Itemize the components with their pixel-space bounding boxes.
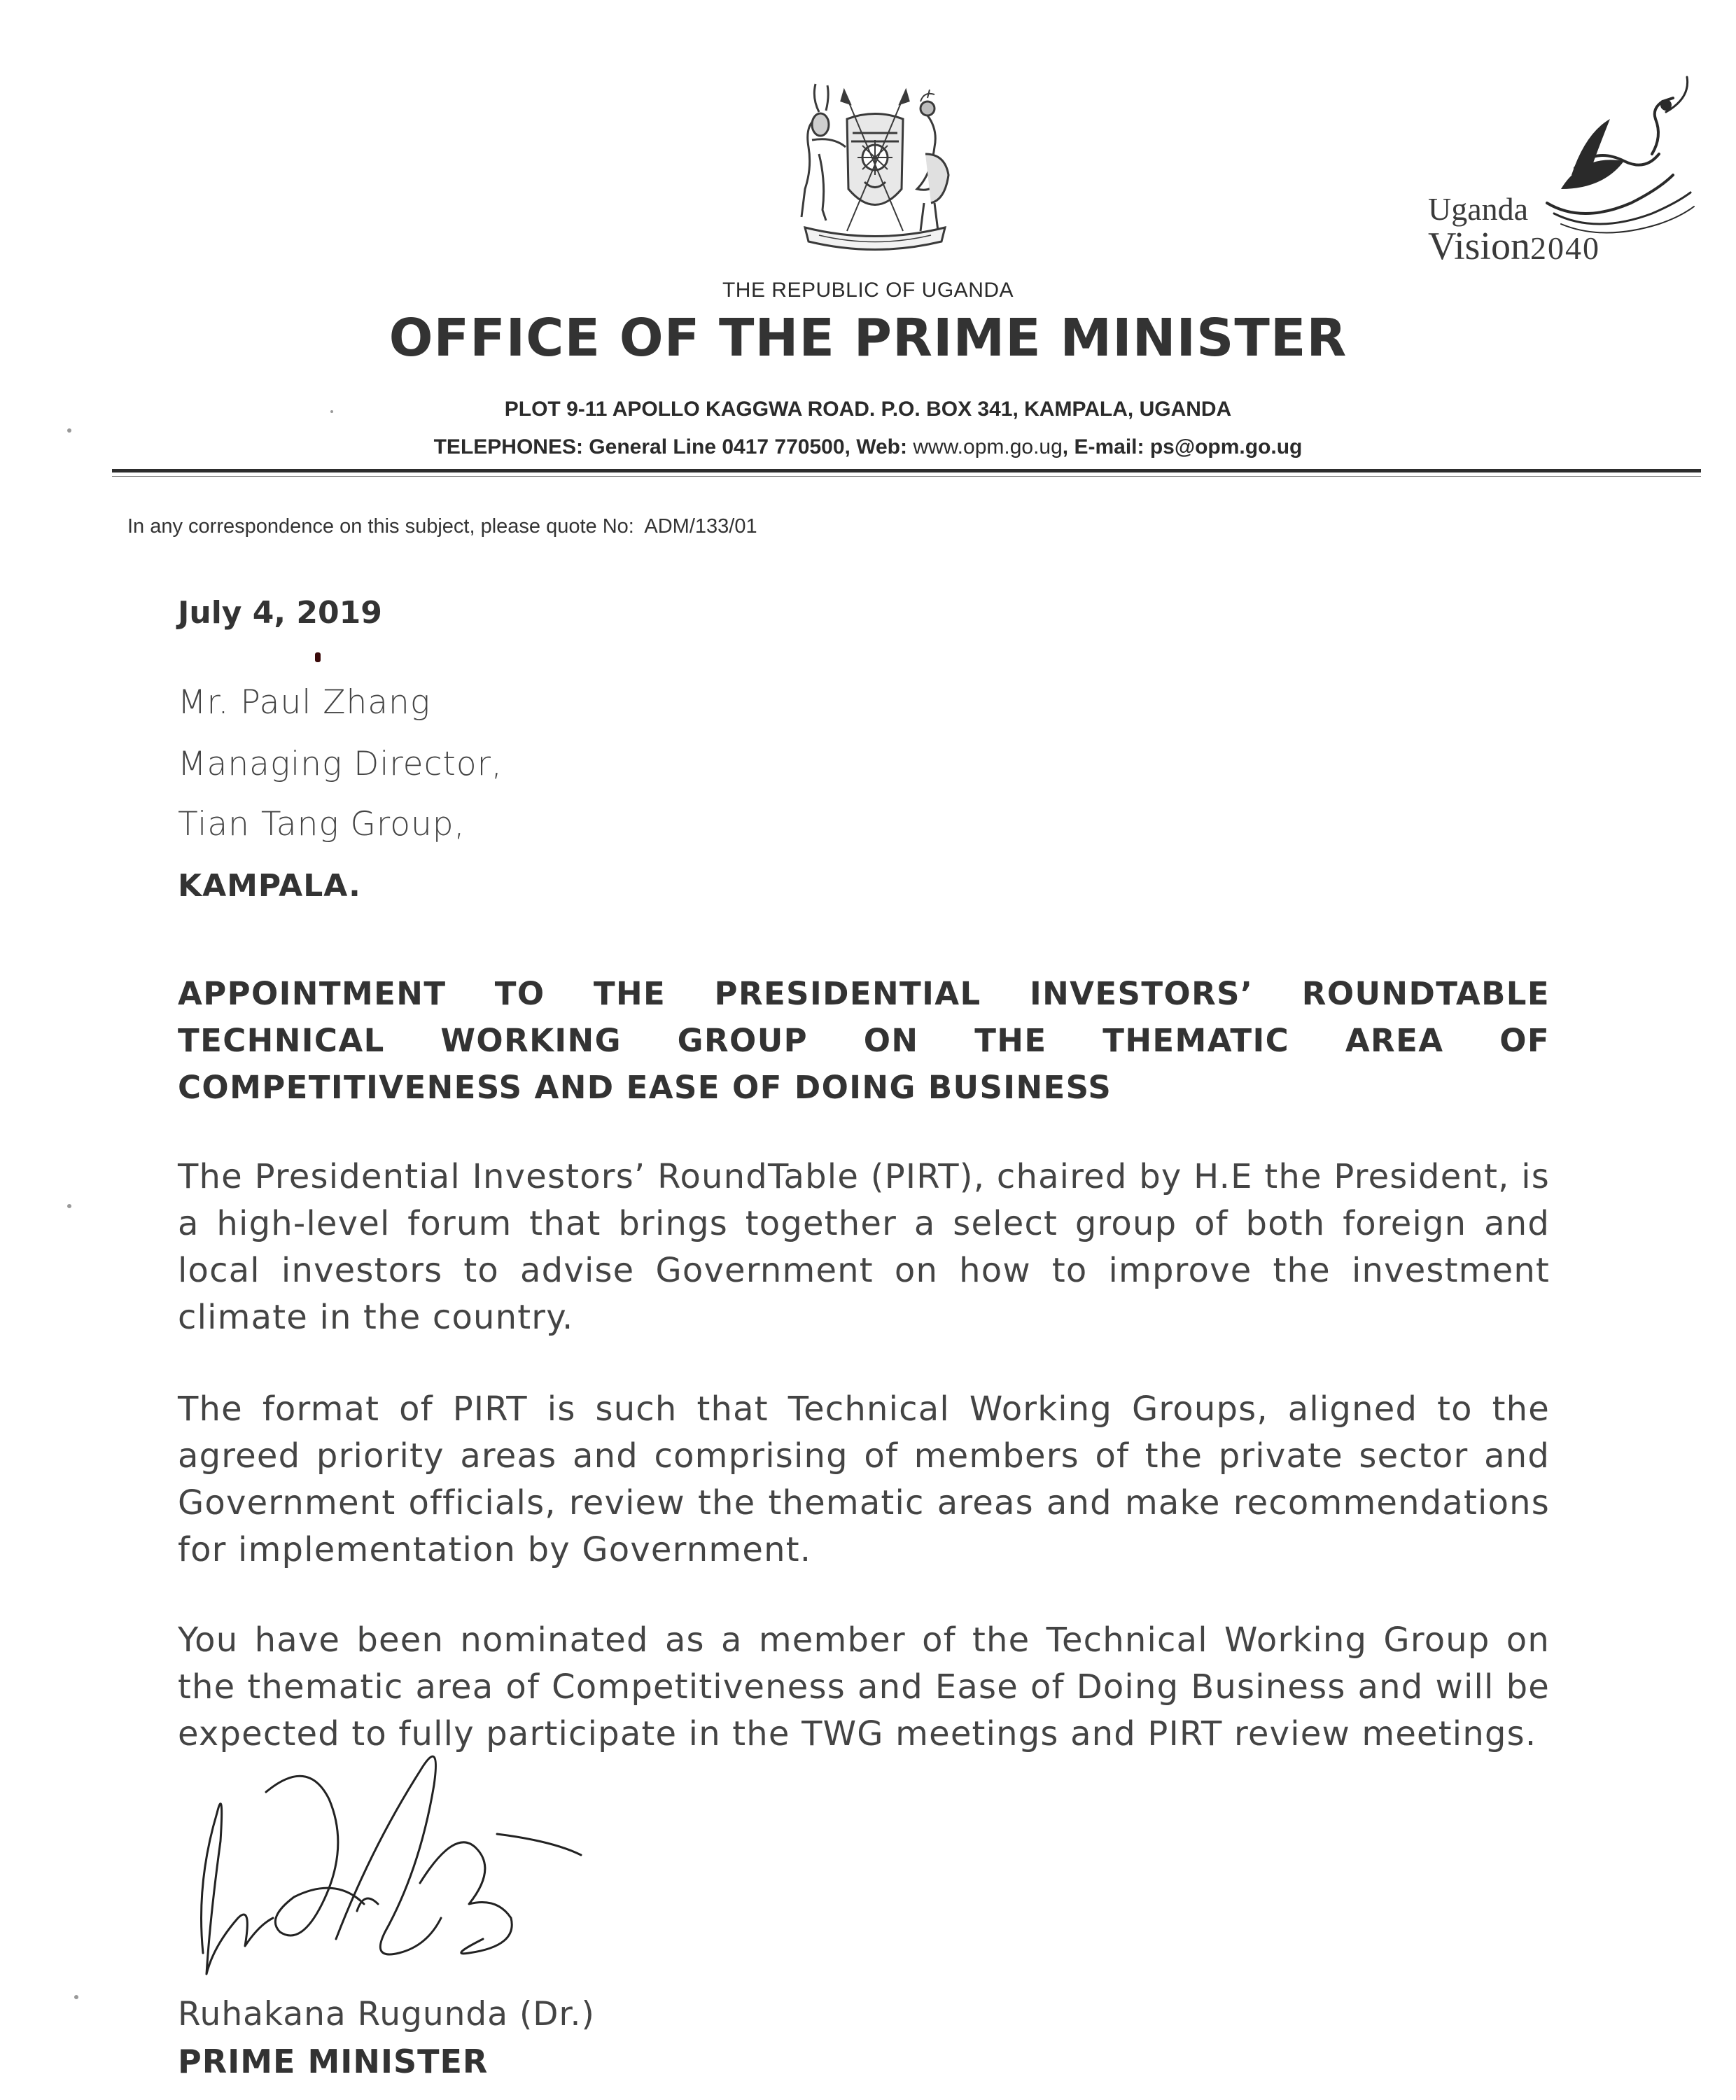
vision-word-vision <box>1428 224 1600 269</box>
phones-label: TELEPHONES: General Line 0417 770500, Web: <box>433 435 907 458</box>
header-divider <box>112 469 1701 472</box>
recipient-title: Managing Director, <box>178 745 503 783</box>
web-link[interactable]: www.opm.go.ug <box>913 435 1063 458</box>
recipient-org: Tian Tang Group, <box>178 805 465 844</box>
recipient-city: KAMPALA. <box>178 868 361 904</box>
vision-word: Vision <box>1428 225 1530 268</box>
scan-speck <box>330 410 333 413</box>
republic-heading: THE REPUBLIC OF UGANDA <box>722 279 1014 302</box>
letter-subject: APPOINTMENT TO THE PRESIDENTIAL INVESTORS’ ROUNDTABLE TECHNICAL WORKING GROUP ON THE THEMATIC AREA OF COMPETITIVENESS AND EASE OF DOING BUSINESS <box>178 975 1550 1106</box>
handwritten-signature <box>189 1743 623 2009</box>
body-paragraph: The Presidential Investors’ RoundTable (PIRT), chaired by H.E the President, is a high-level forum that brings together a select group of both foreign and local investors to advise Government on how to improve the investment climate in the country. <box>178 1157 1550 1337</box>
reference-line <box>127 515 757 538</box>
signer-name: Ruhakana Rugunda (Dr.) <box>178 1995 595 2033</box>
vision-word-uganda: Uganda <box>1428 191 1529 227</box>
body-paragraph: You have been nominated as a member of the Technical Working Group on the thematic area of Competitiveness and Ease of Doing Business and will be expected to fully participate in the TWG meetings and PIRT review meetings. <box>178 1620 1550 1754</box>
scan-speck <box>67 1204 71 1208</box>
email-label: , E-mail: ps@opm.go.ug <box>1062 435 1303 458</box>
recipient-name: Mr. Paul Zhang <box>178 683 431 722</box>
body-paragraph: The format of PIRT is such that Technical Working Groups, aligned to the agreed priority areas and comprising of members of the private sector and Government officials, review the thematic areas and make recommendations for implementation by Government. <box>178 1390 1550 1569</box>
letter-date: July 4, 2019 <box>178 595 382 631</box>
coat-of-arms-emblem <box>777 70 973 266</box>
scan-speck <box>74 1995 78 1999</box>
reference-text: In any correspondence on this subject, please quote No: <box>127 515 634 538</box>
vision-year: 2040 <box>1530 230 1600 266</box>
office-contacts <box>0 435 1736 459</box>
office-title: OFFICE OF THE PRIME MINISTER <box>388 308 1348 368</box>
office-address: PLOT 9-11 APOLLO KAGGWA ROAD. P.O. BOX 341, KAMPALA, UGANDA <box>504 398 1232 421</box>
ink-mark <box>315 652 321 662</box>
signer-title: PRIME MINISTER <box>178 2043 489 2080</box>
reference-number: ADM/133/01 <box>644 515 757 538</box>
scan-speck <box>67 428 71 433</box>
header-divider-thin <box>112 476 1701 477</box>
